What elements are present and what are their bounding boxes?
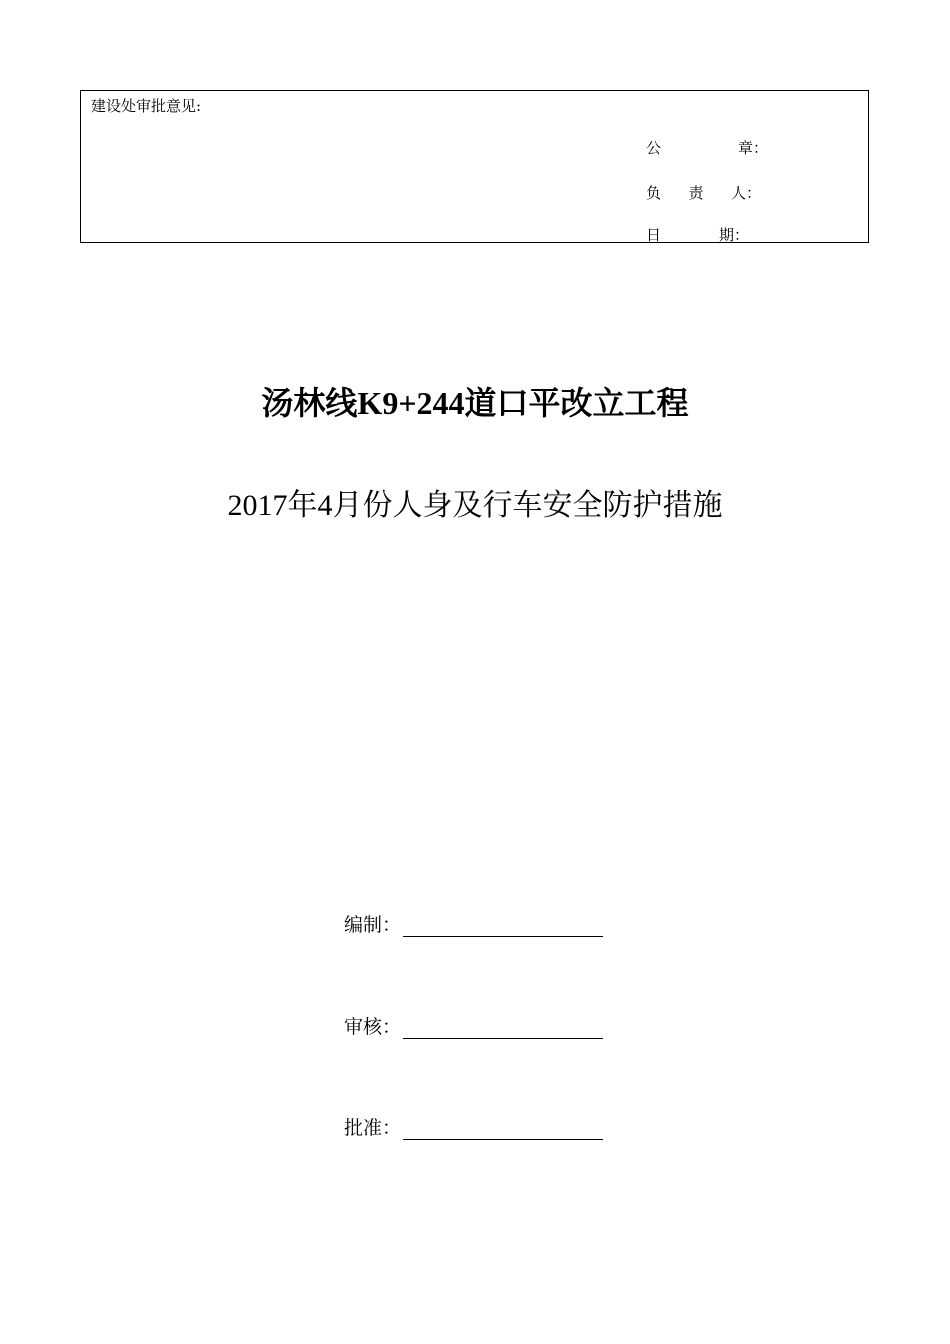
approved-signature-line[interactable] [403,1117,603,1140]
reviewed-field [344,1012,603,1039]
compiled-label: 编制： [344,914,402,936]
project-title: 汤林线K9+244道口平改立工程 [261,385,689,421]
responsible-label-2: 责 [688,184,704,202]
seal-label-1: 公 [646,139,662,157]
compiled-signature-line[interactable] [403,914,603,937]
document-title: 2017年4月份人身及行车安全防护措施 [227,489,723,522]
reviewed-label: 审核： [344,1016,402,1038]
seal-label-2: 章： [737,139,768,157]
responsible-row [646,182,761,203]
approved-label: 批准： [344,1117,402,1139]
responsible-label-1: 负 [646,184,662,202]
seal-row [646,137,768,158]
date-label-1: 日 [646,226,662,244]
reviewed-signature-line[interactable] [403,1016,603,1039]
date-label-2: 期： [718,226,749,244]
approved-field [344,1113,603,1140]
compiled-field [344,910,603,937]
date-row [646,224,749,245]
approval-box [80,90,869,243]
approval-label: 建设处审批意见: [91,97,202,115]
responsible-label-3: 人： [730,184,761,202]
